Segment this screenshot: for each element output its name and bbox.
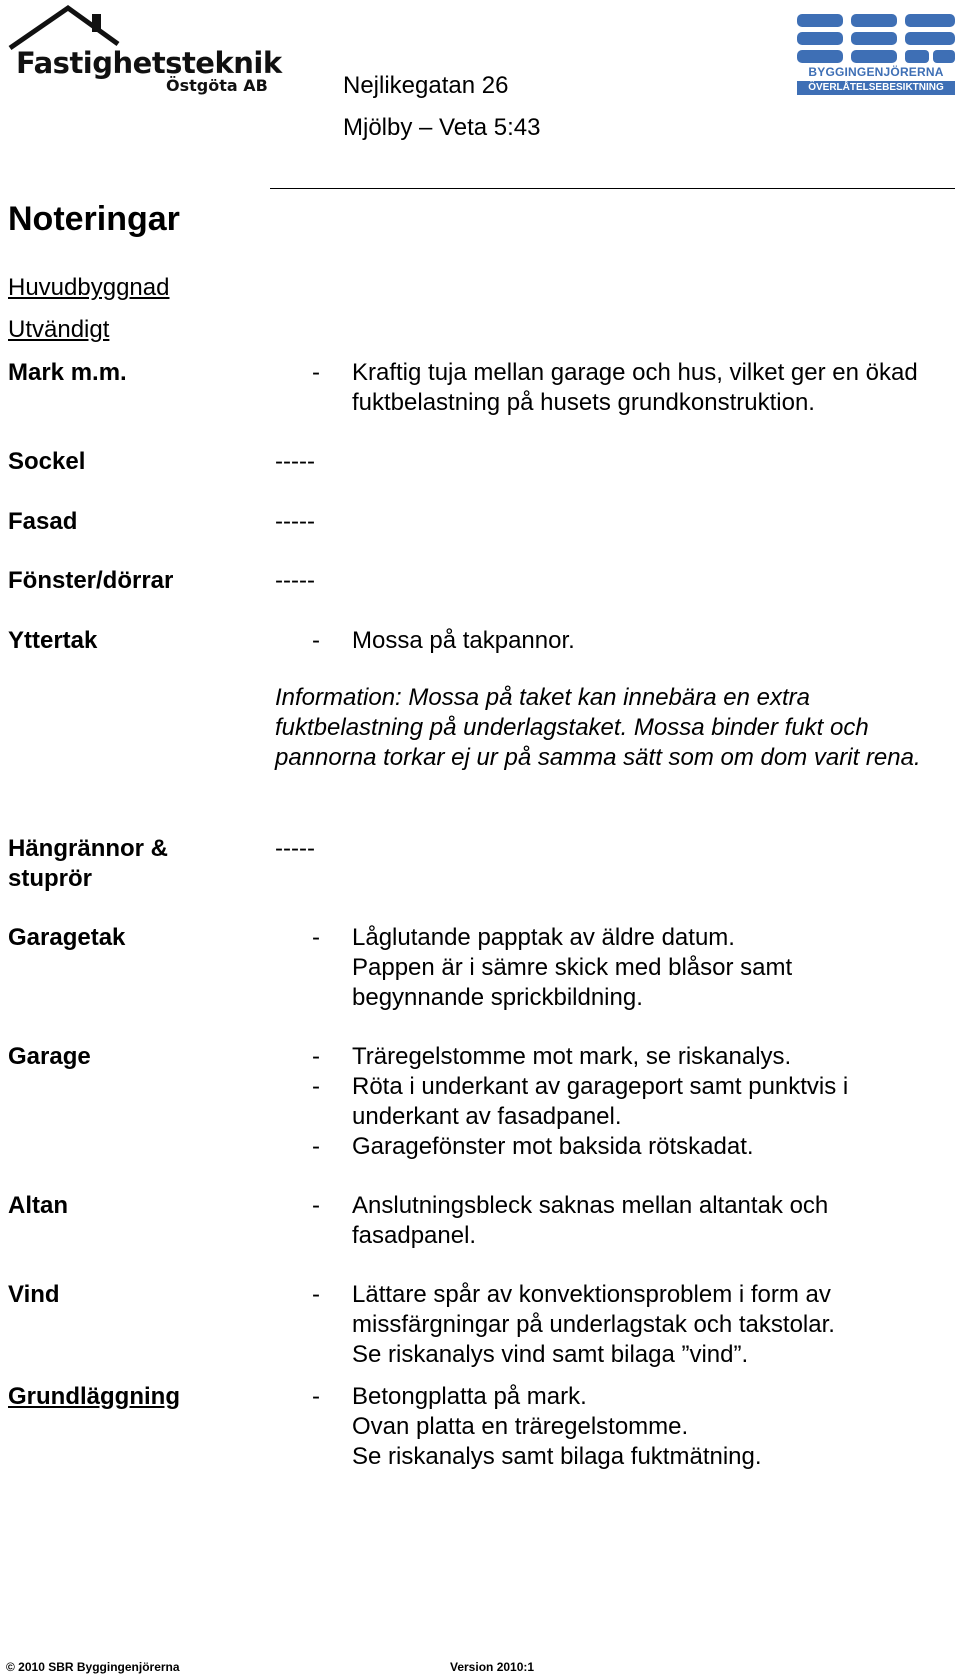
address-street: Nejlikegatan 26 [343,72,509,99]
text-garagetak-2: Pappen är i sämre skick med blåsor samt [352,954,793,981]
dash-garage-2: - [312,1073,320,1100]
dash-mark: - [312,359,320,386]
sbr-logo [797,14,955,96]
text-vind-1: Lättare spår av konvektionsproblem i form av [352,1281,831,1308]
text-garagetak-3: begynnande sprickbildning. [352,984,643,1011]
dash-yttertak: - [312,627,320,654]
text-altan-2: fasadpanel. [352,1222,477,1249]
value-fonster-dorrar: ----- [275,567,315,594]
text-garage-2b: underkant av fasadpanel. [352,1103,622,1130]
logo-company-sub: Östgöta AB [166,76,268,95]
logo-company-name: Fastighetsteknik [16,46,282,80]
label-hangrannor-1: Hängrännor & [8,835,169,862]
text-yttertak: Mossa på takpannor. [352,627,575,654]
text-grundlaggning-1: Betongplatta på mark. [352,1383,587,1410]
label-vind: Vind [8,1281,60,1308]
text-garagetak-1: Låglutande papptak av äldre datum. [352,924,735,951]
label-hangrannor-2: stuprör [8,865,92,892]
text-vind-3: Se riskanalys vind samt bilaga ”vind”. [352,1341,749,1368]
dash-altan: - [312,1192,320,1219]
dash-grundlaggning: - [312,1383,320,1410]
text-garage-3: Garagefönster mot baksida rötskadat. [352,1133,754,1160]
label-fasad: Fasad [8,508,78,535]
address-property: Mjölby – Veta 5:43 [343,114,541,141]
footer-copyright: © 2010 SBR Byggingenjörerna [6,1660,180,1674]
header-divider [270,188,955,189]
text-vind-2: missfärgningar på underlagstak och takstolar. [352,1311,835,1338]
footer-version: Version 2010:1 [450,1660,535,1674]
label-fonster-dorrar: Fönster/dörrar [8,567,174,594]
label-grundlaggning: Grundläggning [8,1383,180,1410]
value-hangrannor: ----- [275,835,315,862]
text-garage-2a: Röta i underkant av garageport samt punktvis i [352,1073,849,1100]
fastighetsteknik-logo [6,4,282,96]
sbr-logo-text-bottom: ÖVERLÅTELSEBESIKTNING [797,81,955,95]
text-mark-1: Kraftig tuja mellan garage och hus, vilket ger en ökad [352,359,918,386]
text-garage-1: Träregelstomme mot mark, se riskanalys. [352,1043,792,1070]
text-grundlaggning-2: Ovan platta en träregelstomme. [352,1413,689,1440]
label-altan: Altan [8,1192,68,1219]
text-altan-1: Anslutningsbleck saknas mellan altantak och [352,1192,829,1219]
dash-garage-3: - [312,1133,320,1160]
section-heading-main: Huvudbyggnad [8,274,170,301]
sbr-letters-graphic [797,14,955,64]
value-fasad: ----- [275,508,315,535]
sbr-logo-text-top: BYGGINGENJÖRERNA [808,65,944,79]
text-mark-2: fuktbelastning på husets grundkonstruktion. [352,389,815,416]
dash-garage-1: - [312,1043,320,1070]
label-sockel: Sockel [8,448,86,475]
info-yttertak: Information: Mossa på taket kan innebära en extra fuktbelastning på underlagstaket. Mossa binder fukt och pannorna torkar ej ur på samma sätt som om dom varit rena. [275,684,921,771]
label-yttertak: Yttertak [8,627,98,654]
label-garagetak: Garagetak [8,924,126,951]
label-garage: Garage [8,1043,91,1070]
dash-garagetak: - [312,924,320,951]
dash-vind: - [312,1281,320,1308]
label-mark: Mark m.m. [8,359,127,386]
value-sockel: ----- [275,448,315,475]
section-heading-sub: Utvändigt [8,316,110,343]
text-grundlaggning-3: Se riskanalys samt bilaga fuktmätning. [352,1443,762,1470]
page-title: Noteringar [8,200,180,238]
